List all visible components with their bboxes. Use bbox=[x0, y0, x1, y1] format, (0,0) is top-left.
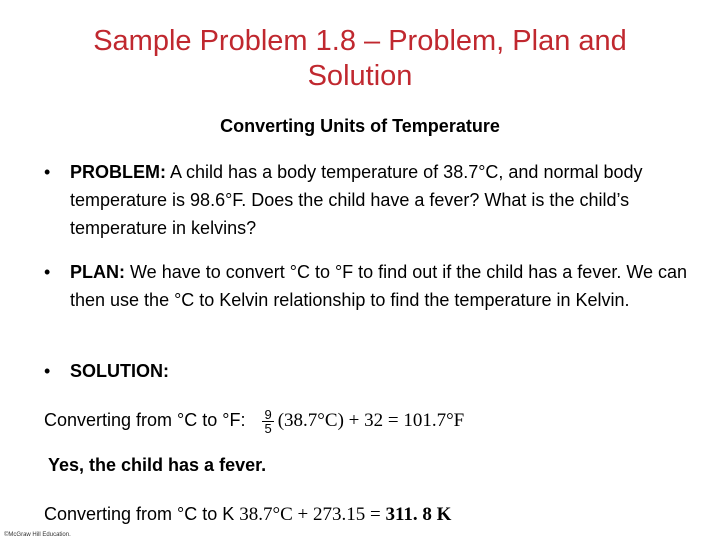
problem-bullet bbox=[44, 158, 692, 242]
bullet-marker: • bbox=[44, 162, 51, 182]
problem-text-block bbox=[70, 158, 692, 242]
slide-subtitle: Converting Units of Temperature bbox=[220, 116, 500, 136]
solution-bullet bbox=[44, 357, 692, 385]
plan-text: We have to convert °C to °F to find out if the child has a fever. We can then use the °C to Kelvin relationship to find the temperature in Kelvin. bbox=[70, 262, 688, 310]
conversion-c-to-k-label: Converting from °C to K bbox=[44, 504, 235, 524]
title-line-2: Solution bbox=[307, 60, 413, 92]
nine-fifths-fraction bbox=[262, 408, 273, 435]
copyright-notice: ©McGraw Hill Education. bbox=[4, 532, 71, 538]
solution-text-block bbox=[70, 357, 692, 385]
conversion-c-to-f-expression: (38.7°C) + 32 = 101.7°F bbox=[277, 410, 465, 431]
problem-text: A child has a body temperature of 38.7°C, and normal body temperature is 98.6°F. Does the child have a fever? What is the child’s temperature in kelvins? bbox=[70, 162, 643, 238]
conversion-c-to-k-expression: 38.7°C + 273.15 = bbox=[239, 504, 386, 525]
conversion-c-to-k bbox=[44, 500, 451, 529]
plan-bullet bbox=[44, 258, 692, 314]
plan-text-block bbox=[70, 258, 692, 314]
conversion-c-to-f-label: Converting from °C to °F: bbox=[44, 410, 246, 430]
title-line-1: Sample Problem 1.8 – Problem, Plan and bbox=[93, 25, 627, 57]
conversion-c-to-f bbox=[44, 406, 464, 435]
plan-label: PLAN: bbox=[70, 262, 125, 282]
fraction-numerator: 9 bbox=[264, 406, 272, 422]
fever-statement: Yes, the child has a fever. bbox=[48, 455, 267, 475]
fraction-denominator: 5 bbox=[264, 420, 272, 436]
slide-title bbox=[0, 24, 720, 94]
bullet-marker: • bbox=[44, 262, 51, 282]
bullet-marker: • bbox=[44, 361, 51, 381]
problem-label: PROBLEM: bbox=[70, 162, 166, 182]
solution-label: SOLUTION: bbox=[70, 361, 169, 381]
kelvin-result: 311. 8 K bbox=[385, 504, 452, 525]
